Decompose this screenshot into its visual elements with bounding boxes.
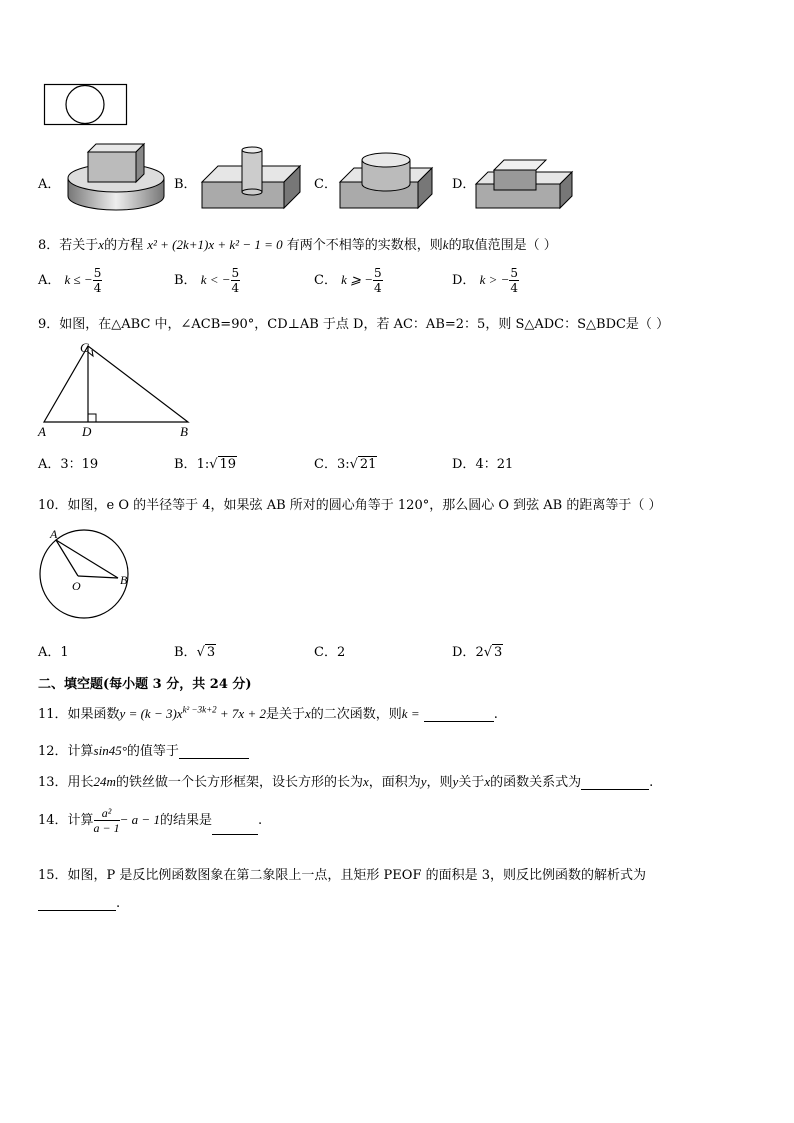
q8-mid2: 有两个不相等的实数根，则 — [286, 238, 443, 253]
q12-answer-blank[interactable] — [179, 746, 249, 759]
q14-answer-blank[interactable] — [212, 822, 258, 835]
q8-option-a-label: A． — [38, 273, 61, 288]
q10-option-a[interactable] — [38, 641, 69, 660]
q9-option-b-pre: 1: — [196, 457, 210, 472]
q13-var-y-2: y — [452, 774, 459, 789]
q10-stem: 10．如图，e O 的半径等于 4，如果弦 AB 所对的圆心角等于 120°，那么圆心 O 到弦 AB 的距离等于（ ） — [38, 498, 662, 513]
q8-var-x: x — [98, 237, 105, 252]
q10-option-d-radicand: 3 — [494, 645, 503, 660]
fraction-denominator: 4 — [93, 281, 102, 295]
q9-option-b[interactable]: B．1:√ 19 — [174, 457, 237, 472]
q10-option-d-pre: 2 — [475, 645, 484, 660]
q10-option-a-label: A． — [38, 645, 61, 660]
q10-circle-figure — [34, 526, 138, 622]
q11-function-rest: + 7x + 2 — [216, 706, 266, 721]
q11-answer-blank[interactable] — [424, 709, 494, 722]
q14-stem — [38, 806, 262, 835]
q15-answer-line — [38, 896, 120, 911]
q10-option-b-label: B． — [174, 645, 197, 660]
q7-option-b-label[interactable]: B． — [174, 177, 197, 192]
q8-option-a-fraction — [93, 266, 103, 295]
fraction-numerator: 5 — [510, 266, 519, 280]
q10-option-d-label: D． — [452, 645, 476, 660]
q7-option-c-solid[interactable] — [338, 150, 436, 212]
q13-length: 24m — [93, 774, 116, 789]
q11-suffix: 的二次函数，则 — [310, 707, 402, 722]
q9-right-triangle-figure — [36, 340, 196, 438]
q10-option-b-radicand: 3 — [206, 645, 216, 660]
q9-option-a-value: 3：19 — [60, 457, 99, 472]
q8-option-c-fraction — [373, 266, 383, 295]
q11-var-x: x — [305, 706, 311, 721]
q8-option-c-label: C． — [314, 273, 337, 288]
fraction-numerator: a² — [94, 806, 120, 821]
q13-text-3: ，面积为 — [368, 775, 421, 790]
fraction-denominator: a − 1 — [93, 821, 120, 835]
section-2-heading: 二、填空题(每小题 3 分，共 24 分) — [38, 677, 252, 692]
q8-mid1: 的方程 — [104, 238, 144, 253]
q7-option-d-solid[interactable] — [474, 156, 576, 212]
fraction-denominator: 4 — [231, 281, 240, 295]
q13-text-5: 关于 — [458, 775, 485, 790]
q14-expression-rest: − a − 1 — [119, 812, 160, 827]
q7-option-a-label[interactable]: A． — [38, 177, 61, 192]
q14-fraction — [94, 806, 120, 835]
q11-period: . — [493, 707, 498, 722]
q15-answer-blank[interactable] — [38, 898, 116, 911]
q8-option-d-label: D． — [452, 273, 476, 288]
q9-option-b-label: B． — [174, 457, 197, 472]
q13-text-1: 13．用长 — [38, 775, 94, 790]
q9-option-d-label: D． — [452, 457, 476, 472]
fraction-denominator: 4 — [374, 281, 382, 295]
q9-label-a: A — [38, 424, 46, 439]
q10-option-c-label: C． — [314, 645, 337, 660]
q12-stem — [38, 740, 249, 759]
q9-option-c-radicand: 21 — [359, 457, 377, 472]
q10-label-a: A — [50, 527, 58, 541]
q15-stem: 15．如图，P 是反比例函数图象在第二象限上一点，且矩形 PEOF 的面积是 3，则反比例函数的解析式为 — [38, 868, 647, 883]
q13-var-x: x — [362, 774, 369, 789]
fraction-numerator: 5 — [231, 266, 240, 280]
q12-expression: sin45° — [93, 743, 127, 758]
q7-option-d-label[interactable]: D． — [452, 177, 476, 192]
q8-var-k: k — [442, 237, 449, 252]
q8-option-c[interactable] — [314, 266, 383, 295]
q8-option-b-expr: k < − — [200, 272, 231, 287]
q8-option-d[interactable] — [452, 266, 519, 295]
fraction-numerator: 5 — [93, 266, 102, 280]
q9-option-a[interactable] — [38, 453, 98, 472]
q13-answer-blank[interactable] — [581, 777, 649, 790]
q11-exponent: k² −3k+2 — [182, 704, 217, 715]
q14-period: . — [257, 813, 263, 828]
q9-label-c: C — [80, 340, 89, 355]
q11-function: y = (k − 3)x — [119, 706, 183, 721]
q10-label-o: O — [72, 579, 81, 593]
q10-option-d[interactable]: D．2√ 3 — [452, 645, 503, 660]
q10-option-c[interactable] — [314, 641, 345, 660]
q9-option-b-radicand: 19 — [219, 457, 237, 472]
q8-option-b[interactable] — [174, 266, 240, 295]
q9-option-d[interactable] — [452, 453, 513, 472]
q11-prefix: 11．如果函数 — [38, 707, 120, 722]
q10-label-b: B — [120, 573, 128, 587]
q7-option-b-solid[interactable] — [200, 146, 304, 212]
q9-label-d: D — [82, 424, 92, 439]
q11-k-equals: k = — [401, 706, 420, 721]
q8-option-a-expr: k ≤ − — [64, 272, 93, 287]
q7-top-view-figure — [44, 84, 128, 126]
q13-var-x-2: x — [484, 774, 491, 789]
q13-text-6: 的函数关系式为 — [490, 775, 582, 790]
q8-suffix: 的取值范围是（ ） — [448, 238, 557, 253]
q9-option-a-label: A． — [38, 457, 61, 472]
q12-suffix: 的值等于 — [126, 744, 179, 759]
q13-stem — [38, 771, 653, 790]
q8-prefix: 8．若关于 — [38, 238, 99, 253]
q10-option-c-value: 2 — [336, 645, 346, 660]
q8-option-b-fraction — [231, 266, 241, 295]
q8-option-c-expr: k ⩾ − — [341, 272, 374, 287]
q8-option-b-label: B． — [174, 273, 197, 288]
q11-mid: 是关于 — [265, 707, 305, 722]
q9-option-c-label: C． — [314, 457, 337, 472]
q10-option-a-value: 1 — [60, 645, 69, 660]
q10-option-b[interactable]: B．√ 3 — [174, 645, 216, 660]
q13-var-y: y — [420, 774, 427, 789]
fraction-denominator: 4 — [510, 281, 519, 295]
q11-stem — [38, 703, 498, 722]
q9-label-b: B — [180, 424, 188, 439]
q13-period: . — [649, 775, 654, 790]
q9-option-c[interactable]: C．3:√ 21 — [314, 457, 377, 472]
q14-prefix: 14．计算 — [38, 813, 94, 828]
q8-option-a[interactable] — [38, 266, 102, 295]
q8-option-d-expr: k > − — [479, 272, 510, 287]
q7-option-a-solid[interactable] — [66, 140, 166, 212]
q13-text-2: 的铁丝做一个长方形框架，设长方形的长为 — [115, 775, 363, 790]
q12-prefix: 12．计算 — [38, 744, 94, 759]
q13-text-4: ，则 — [426, 775, 453, 790]
q14-suffix: 的结果是 — [159, 813, 212, 828]
q9-option-d-value: 4：21 — [475, 457, 514, 472]
q15-period: . — [116, 896, 121, 911]
q7-option-c-label[interactable]: C． — [314, 177, 337, 192]
q9-stem: 9．如图，在△ABC 中，∠ACB=90°，CD⊥AB 于点 D，若 AC：AB=2：5，则 S△ADC：S△BDC是（ ） — [38, 317, 670, 332]
q8-option-d-fraction — [509, 266, 519, 295]
q8-stem — [38, 234, 557, 253]
q8-equation: x² + (2k+1)x + k² − 1 = 0 — [147, 237, 283, 252]
fraction-numerator: 5 — [374, 266, 382, 280]
q9-option-c-pre: 3: — [336, 457, 350, 472]
